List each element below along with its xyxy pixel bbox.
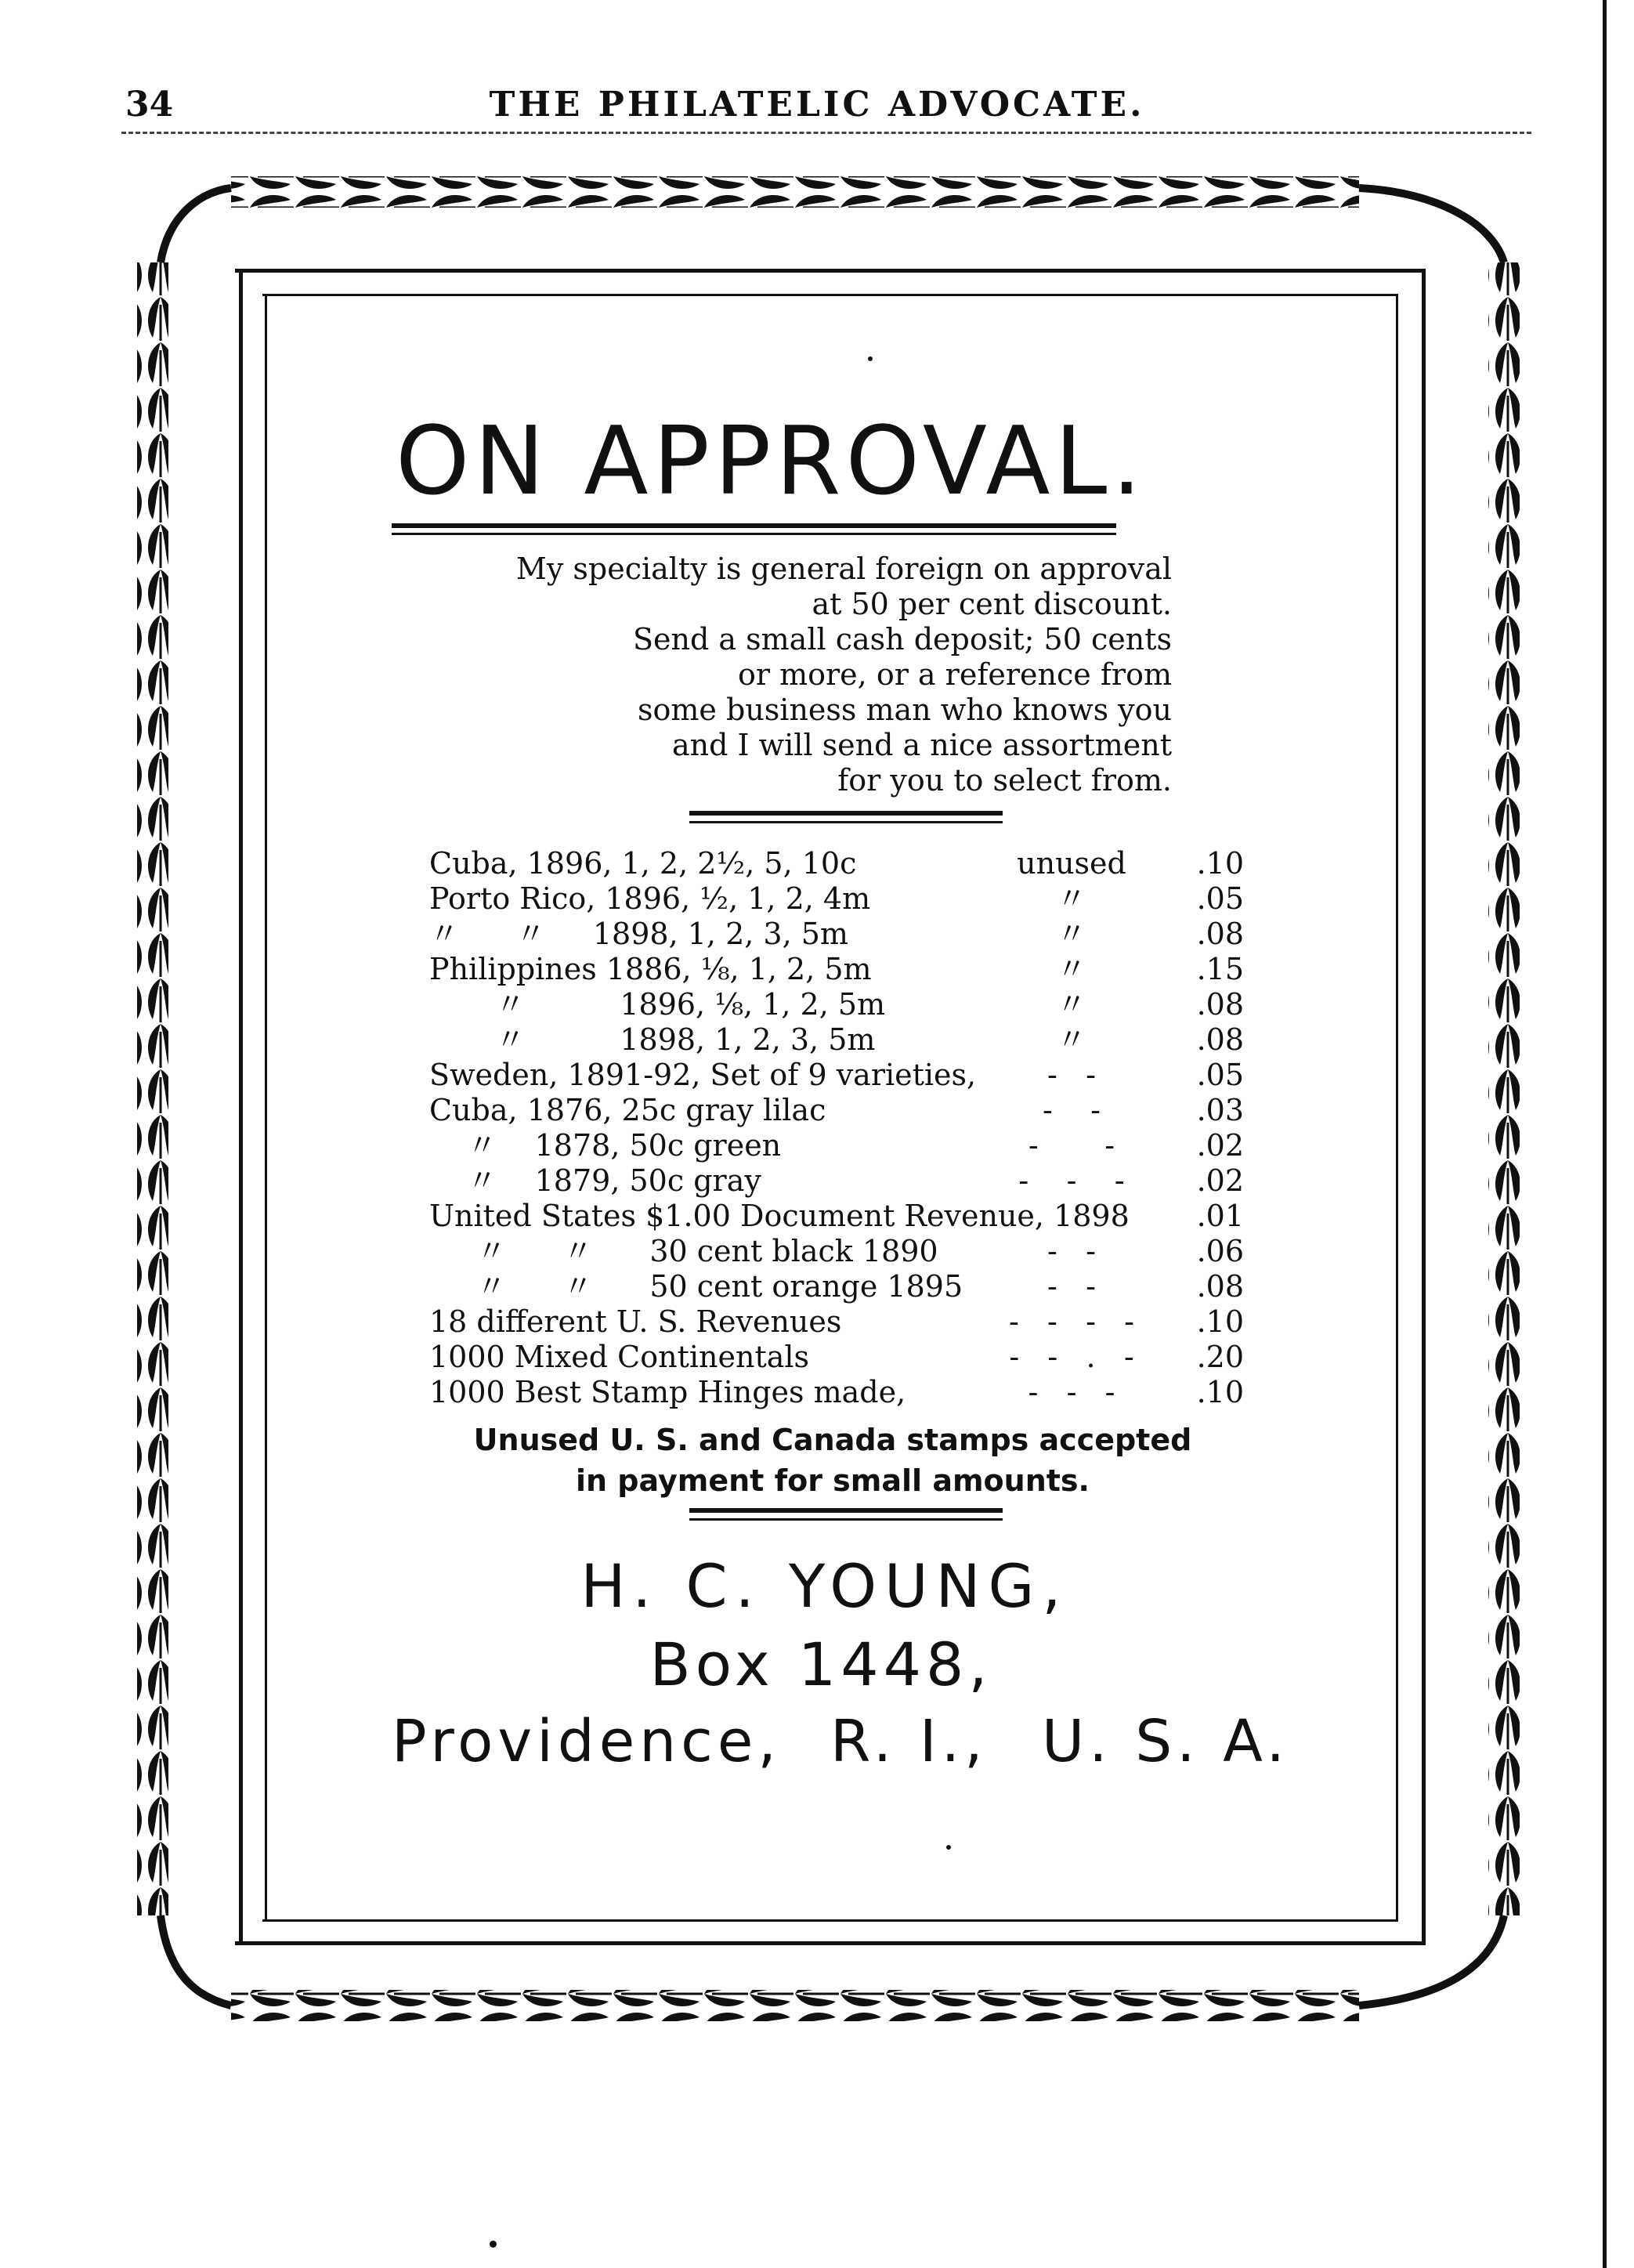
item-price: .08 bbox=[1196, 987, 1244, 1022]
section-rule bbox=[689, 811, 1003, 816]
item-condition: - - - bbox=[1018, 1163, 1125, 1198]
item-price: .02 bbox=[1196, 1128, 1244, 1163]
item-description: 〃 1898, 1, 2, 3, 5m bbox=[429, 1022, 876, 1057]
item-description: Cuba, 1896, 1, 2, 2½, 5, 10c bbox=[429, 846, 857, 881]
item-condition: 〃 bbox=[1056, 881, 1086, 916]
advertiser-box: Box 1448, bbox=[649, 1630, 992, 1699]
frame-outer-bottom bbox=[235, 1941, 1426, 1945]
price-row bbox=[429, 1340, 1244, 1375]
item-description: 〃 〃 30 cent black 1890 bbox=[429, 1234, 938, 1268]
item-condition: - - bbox=[1047, 1058, 1096, 1092]
section-rule-thin bbox=[689, 821, 1003, 823]
note-line: in payment for small amounts. bbox=[576, 1463, 1090, 1498]
price-row bbox=[429, 952, 1244, 987]
ink-speck bbox=[490, 2241, 497, 2248]
price-row bbox=[429, 1304, 1244, 1340]
item-price: .03 bbox=[1196, 1093, 1244, 1127]
address-state: R. I., bbox=[830, 1708, 988, 1775]
item-price: .08 bbox=[1196, 917, 1244, 951]
item-price: .15 bbox=[1196, 952, 1244, 986]
item-description: 〃 1878, 50c green bbox=[429, 1128, 782, 1163]
price-row bbox=[429, 1163, 1244, 1199]
intro-line: for you to select from. bbox=[837, 763, 1172, 798]
scan-edge-line bbox=[1603, 0, 1607, 2268]
section-rule bbox=[689, 1508, 1003, 1513]
item-condition: 〃 bbox=[1056, 917, 1086, 951]
item-condition: - - bbox=[1028, 1128, 1115, 1163]
frame-inner-top bbox=[262, 294, 1398, 296]
note-line: Unused U. S. and Canada stamps accepted bbox=[473, 1423, 1192, 1457]
advertiser-block bbox=[0, 1547, 1634, 1704]
advertiser-name: H. C. YOUNG, bbox=[580, 1551, 1069, 1621]
intro-line: Send a small cash deposit; 50 cents bbox=[633, 622, 1172, 657]
price-row bbox=[429, 1093, 1244, 1128]
item-description: Porto Rico, 1896, ½, 1, 2, 4m bbox=[429, 881, 871, 916]
item-condition: 〃 bbox=[1056, 1022, 1086, 1057]
payment-note bbox=[0, 1420, 1634, 1501]
intro-line: My specialty is general foreign on approval bbox=[515, 552, 1172, 586]
price-row bbox=[429, 881, 1244, 917]
page-number: 34 bbox=[125, 85, 174, 125]
title-rule-thin bbox=[392, 533, 1116, 535]
item-price: .01 bbox=[1196, 1199, 1244, 1233]
price-row bbox=[429, 987, 1244, 1022]
item-description: United States $1.00 Document Revenue, 1898 bbox=[429, 1199, 1130, 1233]
item-description: 18 different U. S. Revenues bbox=[429, 1304, 842, 1339]
item-price: .10 bbox=[1196, 1304, 1244, 1339]
frame-inner-bottom bbox=[262, 1919, 1398, 1922]
item-condition: - - bbox=[1043, 1093, 1101, 1127]
intro-line: or more, or a reference from bbox=[737, 657, 1172, 692]
item-description: 〃 〃 1898, 1, 2, 3, 5m bbox=[429, 917, 848, 951]
section-rule-thin bbox=[689, 1518, 1003, 1521]
price-row bbox=[429, 1058, 1244, 1093]
item-condition: unused bbox=[1017, 846, 1126, 881]
item-price: .08 bbox=[1196, 1022, 1244, 1057]
item-condition: - - - bbox=[1028, 1375, 1115, 1409]
item-price: .05 bbox=[1196, 881, 1244, 916]
address-country: U. S. A. bbox=[1042, 1708, 1290, 1775]
item-condition: 〃 bbox=[1056, 987, 1086, 1022]
intro-line: and I will send a nice assortment bbox=[671, 728, 1172, 762]
price-row bbox=[429, 1234, 1244, 1269]
item-condition: - - - - bbox=[1008, 1304, 1135, 1339]
header-rule bbox=[121, 132, 1531, 134]
price-row bbox=[429, 1022, 1244, 1058]
item-description: 〃 〃 50 cent orange 1895 bbox=[429, 1269, 963, 1304]
price-row bbox=[429, 846, 1244, 881]
price-row bbox=[429, 1269, 1244, 1304]
title-rule bbox=[392, 523, 1116, 528]
item-description: 1000 Best Stamp Hinges made, bbox=[429, 1375, 906, 1409]
item-description: 〃 1896, ⅛, 1, 2, 5m bbox=[429, 987, 886, 1022]
ink-speck bbox=[946, 1845, 951, 1850]
item-condition: - - bbox=[1047, 1269, 1096, 1304]
item-price: .10 bbox=[1196, 1375, 1244, 1409]
ink-speck bbox=[868, 356, 873, 361]
ad-title: ON APPROVAL. bbox=[396, 407, 1147, 516]
item-price: .06 bbox=[1196, 1234, 1244, 1268]
intro-line: at 50 per cent discount. bbox=[812, 587, 1172, 621]
item-description: Cuba, 1876, 25c gray lilac bbox=[429, 1093, 826, 1127]
item-condition: - - bbox=[1047, 1234, 1096, 1268]
item-description: 〃 1879, 50c gray bbox=[429, 1163, 761, 1198]
item-price: .05 bbox=[1196, 1058, 1244, 1092]
price-row bbox=[429, 1128, 1244, 1163]
item-description: Philippines 1886, ⅛, 1, 2, 5m bbox=[429, 952, 872, 986]
address-city: Providence, bbox=[392, 1708, 781, 1775]
item-price: .08 bbox=[1196, 1269, 1244, 1304]
running-head: THE PHILATELIC ADVOCATE. bbox=[489, 85, 1145, 125]
frame-outer-top bbox=[235, 269, 1426, 273]
price-row bbox=[429, 1199, 1244, 1234]
item-price: .20 bbox=[1196, 1340, 1244, 1374]
price-list bbox=[429, 846, 1244, 1410]
item-condition: - - . - bbox=[1009, 1340, 1134, 1374]
item-condition: 〃 bbox=[1056, 952, 1086, 986]
price-row bbox=[429, 917, 1244, 952]
intro-paragraph bbox=[467, 552, 1172, 798]
item-price: .02 bbox=[1196, 1163, 1244, 1198]
item-price: .10 bbox=[1196, 846, 1244, 881]
item-description: Sweden, 1891-92, Set of 9 varieties, bbox=[429, 1058, 977, 1092]
item-description: 1000 Mixed Continentals bbox=[429, 1340, 810, 1374]
price-row bbox=[429, 1375, 1244, 1410]
intro-line: some business man who knows you bbox=[638, 693, 1172, 727]
